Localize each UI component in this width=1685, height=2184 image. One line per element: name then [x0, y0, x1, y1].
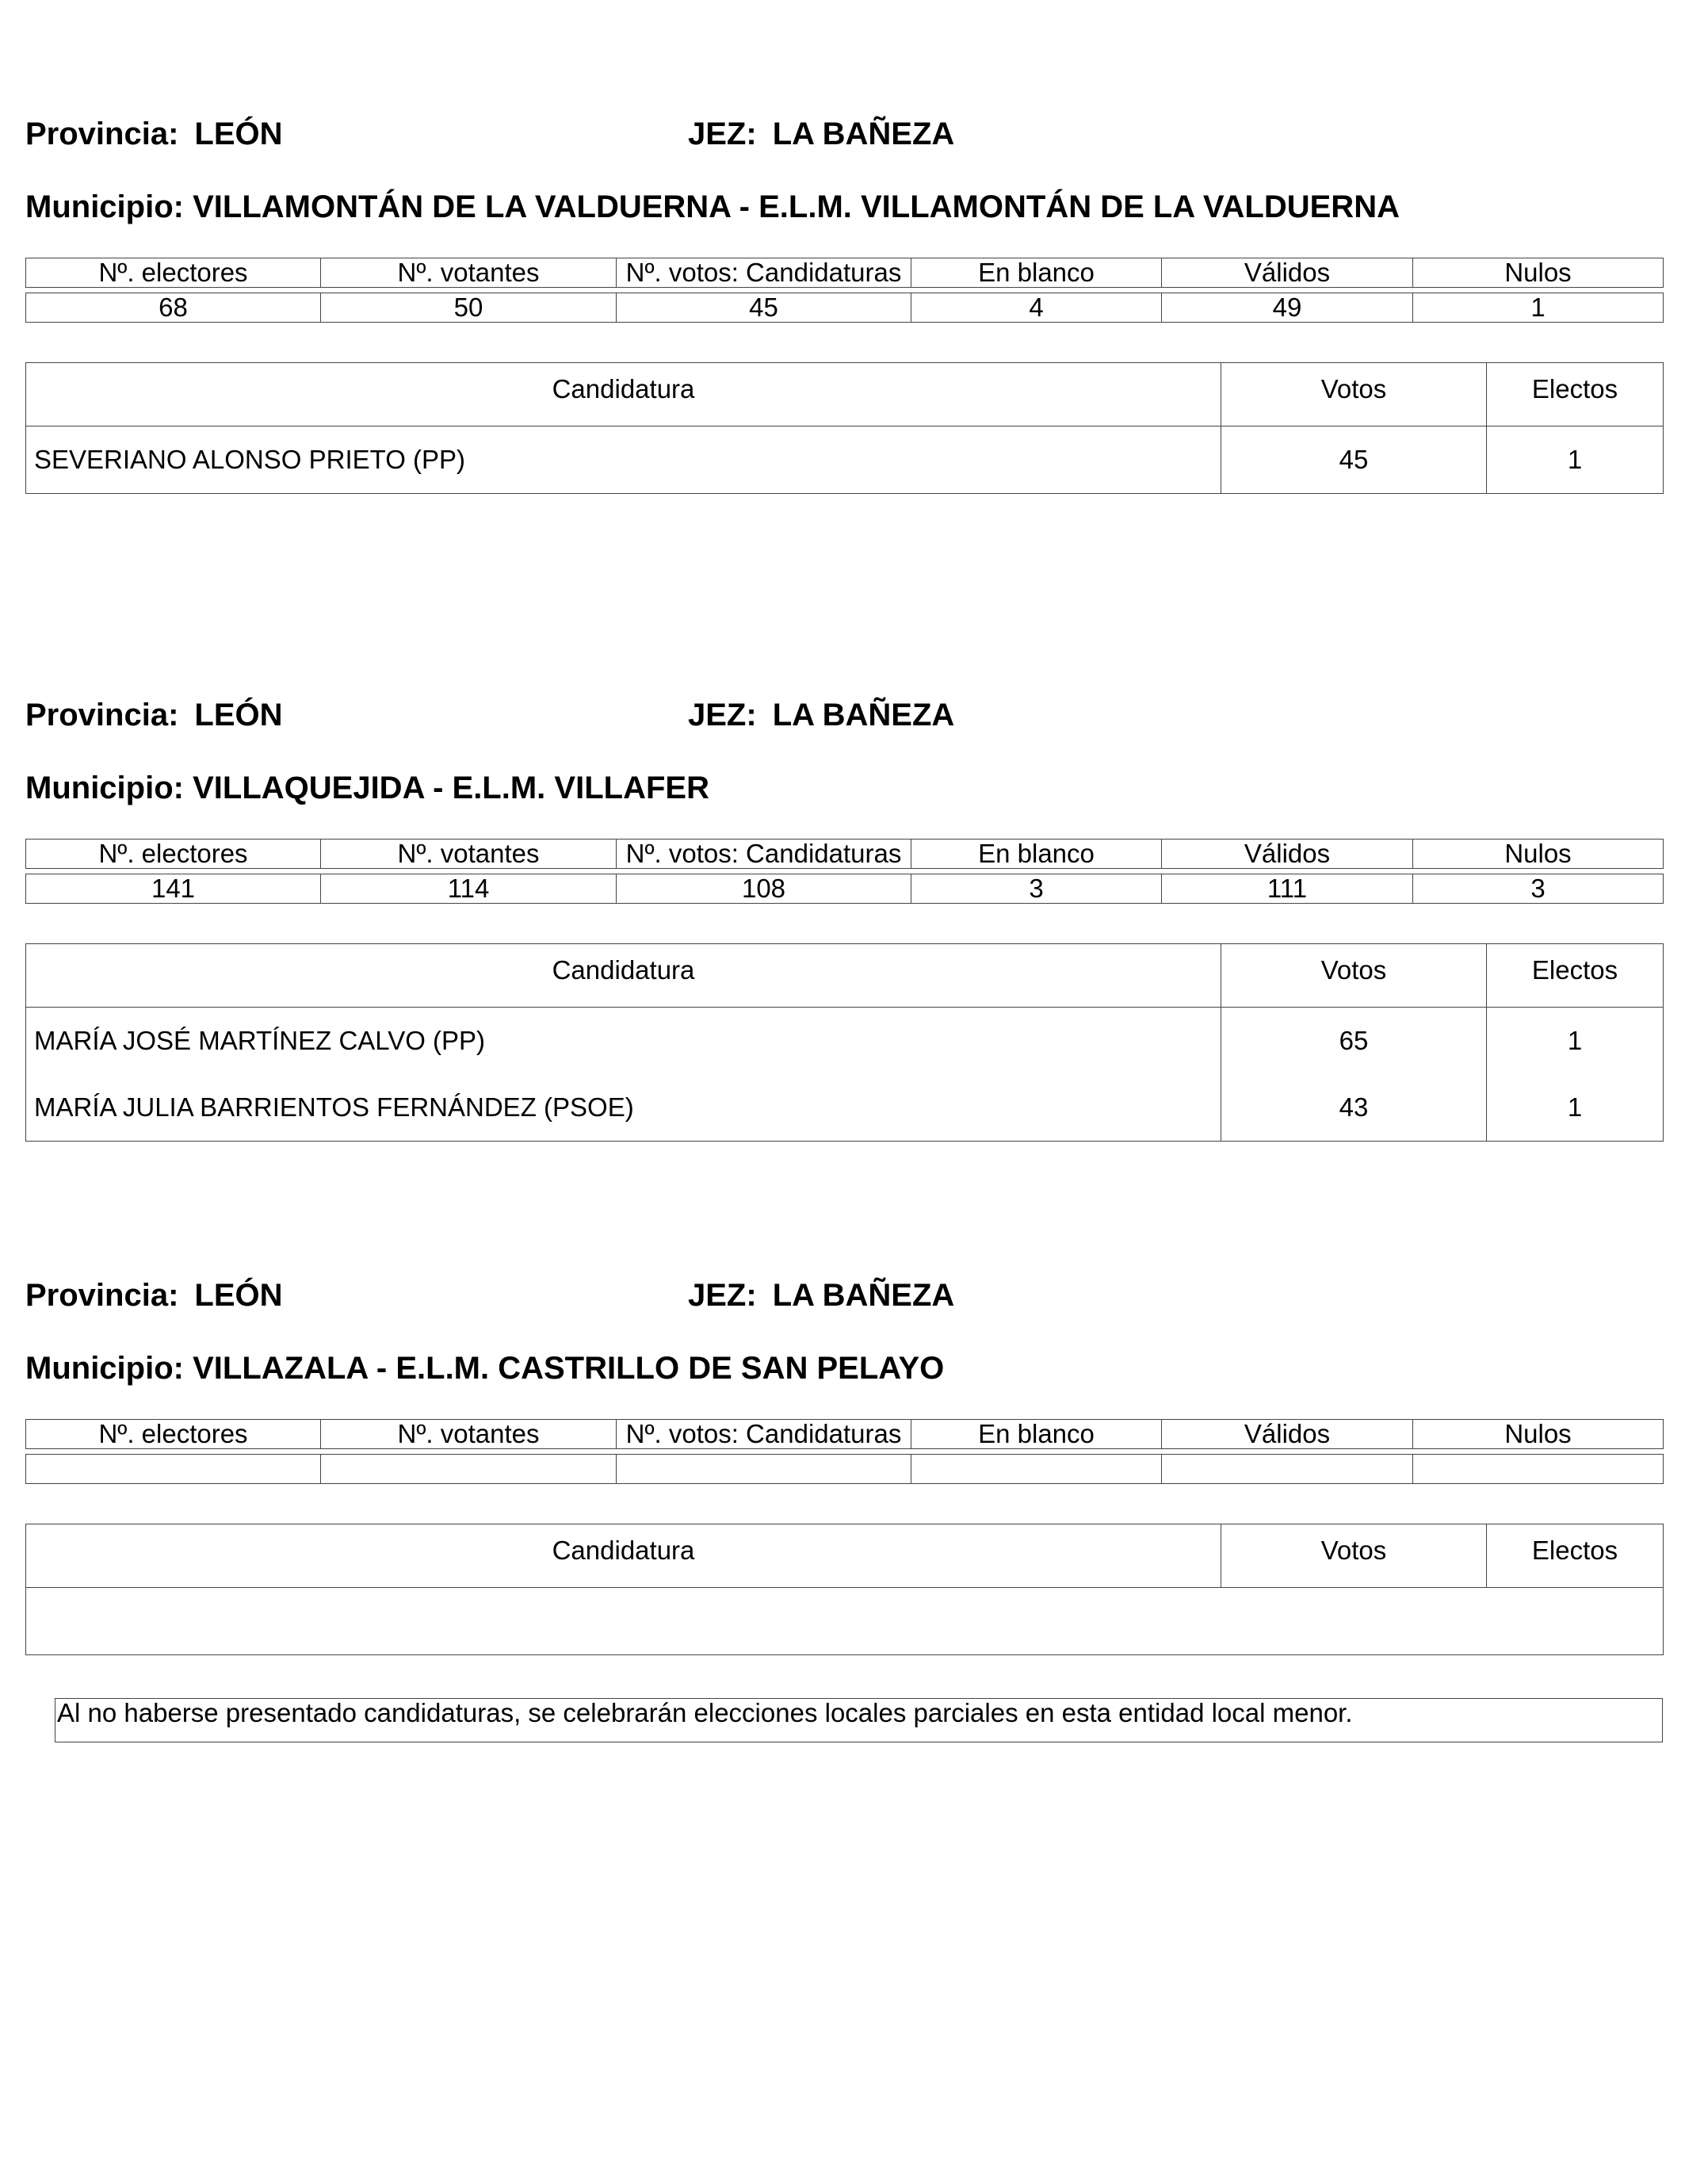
- provincia-label: Provincia:: [25, 698, 179, 732]
- provincia-label: Provincia:: [25, 117, 179, 151]
- electos-header: Electos: [1487, 363, 1664, 426]
- empty-candidate-row: [26, 1588, 1664, 1655]
- stats-header-row: [26, 258, 1664, 288]
- candidatura-header: Candidatura: [26, 1524, 1221, 1588]
- municipio-value: VILLAQUEJIDA - E.L.M. VILLAFER: [193, 771, 709, 805]
- electos-header: Electos: [1487, 944, 1664, 1008]
- stats-value: 108: [617, 874, 911, 904]
- stats-value-row: [26, 874, 1664, 904]
- no-candidates-note: Al no haberse presentado candidaturas, se celebrarán elecciones locales parciales en esta entidad local menor.: [55, 1698, 1663, 1742]
- jez-line: [688, 115, 954, 153]
- candidates-table: [25, 1524, 1664, 1655]
- municipio-label: Municipio:: [25, 771, 184, 805]
- jez-label: JEZ:: [688, 1278, 757, 1313]
- candidate-electos: 1: [1487, 1074, 1664, 1142]
- stats-value: [321, 1455, 617, 1484]
- candidate-votos: 43: [1221, 1074, 1487, 1142]
- stats-value: 1: [1413, 293, 1664, 323]
- stats-header: Nulos: [1413, 1420, 1664, 1449]
- provincia-line: [25, 115, 283, 153]
- stats-header: Nº. electores: [26, 1420, 321, 1449]
- municipio-line: [25, 1349, 944, 1387]
- stats-header: Nº. votantes: [321, 1420, 617, 1449]
- candidate-name: MARÍA JOSÉ MARTÍNEZ CALVO (PP): [26, 1008, 1221, 1075]
- candidate-votos: 65: [1221, 1008, 1487, 1075]
- candidate-electos: 1: [1487, 426, 1664, 494]
- stats-header-row: [26, 840, 1664, 869]
- stats-header: En blanco: [911, 1420, 1162, 1449]
- municipio-label: Municipio:: [25, 1351, 184, 1386]
- candidates-header-row: [26, 1524, 1664, 1588]
- stats-header-row: [26, 1420, 1664, 1449]
- municipio-line: [25, 769, 709, 807]
- stats-value: 49: [1162, 293, 1413, 323]
- stats-value: 68: [26, 293, 321, 323]
- jez-label: JEZ:: [688, 698, 757, 732]
- stats-value: 45: [617, 293, 911, 323]
- municipio-value: VILLAZALA - E.L.M. CASTRILLO DE SAN PELAYO: [193, 1351, 945, 1386]
- candidate-name: MARÍA JULIA BARRIENTOS FERNÁNDEZ (PSOE): [26, 1074, 1221, 1142]
- candidate-row: [26, 426, 1664, 494]
- jez-line: [688, 1276, 954, 1314]
- candidate-row: [26, 1008, 1664, 1075]
- stats-value: [617, 1455, 911, 1484]
- stats-header: Nº. votos: Candidaturas: [617, 1420, 911, 1449]
- candidate-votos: 45: [1221, 426, 1487, 494]
- candidatura-header: Candidatura: [26, 363, 1221, 426]
- votos-header: Votos: [1221, 363, 1487, 426]
- stats-header: Nulos: [1413, 258, 1664, 288]
- stats-value: 3: [1413, 874, 1664, 904]
- stats-header: Nº. electores: [26, 258, 321, 288]
- jez-label: JEZ:: [688, 117, 757, 151]
- stats-value: 114: [321, 874, 617, 904]
- stats-value-row: [26, 293, 1664, 323]
- stats-header: En blanco: [911, 258, 1162, 288]
- jez-line: [688, 696, 954, 734]
- provincia-line: [25, 1276, 283, 1314]
- stats-header: Nº. votantes: [321, 258, 617, 288]
- provincia-value: LEÓN: [194, 1278, 283, 1313]
- stats-header: Válidos: [1162, 840, 1413, 869]
- votos-header: Votos: [1221, 1524, 1487, 1588]
- stats-value: [911, 1455, 1162, 1484]
- candidates-table: [25, 943, 1664, 1142]
- stats-value: 50: [321, 293, 617, 323]
- votos-header: Votos: [1221, 944, 1487, 1008]
- provincia-line: [25, 696, 283, 734]
- electos-header: Electos: [1487, 1524, 1664, 1588]
- stats-header: En blanco: [911, 840, 1162, 869]
- stats-value-row: [26, 1455, 1664, 1484]
- municipio-label: Municipio:: [25, 189, 184, 224]
- candidate-electos: 1: [1487, 1008, 1664, 1075]
- provincia-value: LEÓN: [194, 117, 283, 151]
- stats-value: [1162, 1455, 1413, 1484]
- stats-table: [25, 839, 1664, 904]
- stats-value: [1413, 1455, 1664, 1484]
- stats-table: [25, 1419, 1664, 1484]
- jez-value: LA BAÑEZA: [772, 1278, 955, 1313]
- candidates-table: [25, 362, 1664, 494]
- stats-table: [25, 258, 1664, 323]
- municipio-line: [25, 188, 1400, 226]
- candidatura-header: Candidatura: [26, 944, 1221, 1008]
- candidates-header-row: [26, 944, 1664, 1008]
- provincia-value: LEÓN: [194, 698, 283, 732]
- candidate-row: [26, 1074, 1664, 1142]
- stats-value: 141: [26, 874, 321, 904]
- stats-header: Nº. votos: Candidaturas: [617, 840, 911, 869]
- stats-value: 111: [1162, 874, 1413, 904]
- stats-header: Nulos: [1413, 840, 1664, 869]
- jez-value: LA BAÑEZA: [772, 698, 955, 732]
- municipio-value: VILLAMONTÁN DE LA VALDUERNA - E.L.M. VILLAMONTÁN DE LA VALDUERNA: [193, 189, 1400, 224]
- candidates-header-row: [26, 363, 1664, 426]
- stats-value: [26, 1455, 321, 1484]
- stats-value: 3: [911, 874, 1162, 904]
- stats-header: Válidos: [1162, 1420, 1413, 1449]
- stats-value: 4: [911, 293, 1162, 323]
- provincia-label: Provincia:: [25, 1278, 179, 1313]
- stats-header: Nº. votos: Candidaturas: [617, 258, 911, 288]
- candidate-name: SEVERIANO ALONSO PRIETO (PP): [26, 426, 1221, 494]
- stats-header: Nº. electores: [26, 840, 321, 869]
- stats-header: Nº. votantes: [321, 840, 617, 869]
- stats-header: Válidos: [1162, 258, 1413, 288]
- jez-value: LA BAÑEZA: [772, 117, 955, 151]
